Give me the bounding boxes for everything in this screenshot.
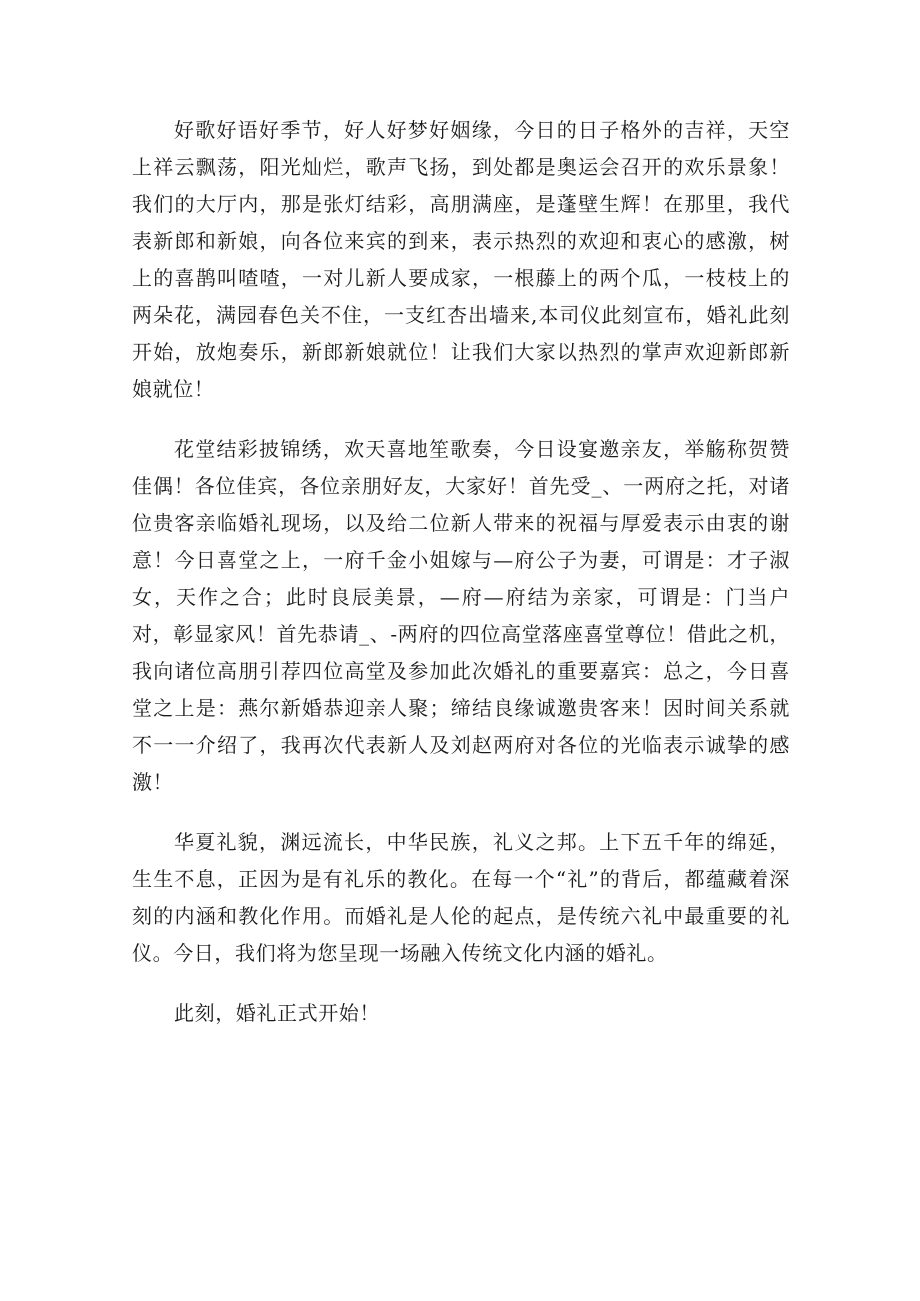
paragraph-start: 此刻，婚礼正式开始！ xyxy=(174,1001,380,1025)
paragraph-tradition: 华夏礼貌，渊远流长，中华民族，礼义之邦。上下五千年的绵延，生生不息，正因为是有礼乐的教化。在每一个“礼”的背后，都蕴藏着深刻的内涵和教化作用。而婚礼是人伦的起点，是传统六礼中最重要的礼仪。今日，我们将为您呈现一场融入传统文化内涵的婚礼。 xyxy=(132,830,790,965)
paragraph-opening: 好歌好语好季节，好人好梦好姻缘，今日的日子格外的吉祥，天空上祥云飘荡，阳光灿烂，歌声飞扬，到处都是奥运会召开的欢乐景象！我们的大厅内，那是张灯结彩，高朋满座，是蓬壁生辉！在那里，我代表新郎和新娘，向各位来宾的到来，表示热烈的欢迎和衷心的感激，树上的喜鹊叫喳喳，一对儿新人要成家，一根藤上的两个瓜，一枝枝上的两朵花，满园春色关不住，一支红杏出墙来,本司仪此刻宣布，婚礼此刻开始，放炮奏乐，新郎新娘就位！让我们大家以热烈的掌声欢迎新郎新娘就位！ xyxy=(132,118,790,401)
paragraph-welcome: 花堂结彩披锦绣，欢天喜地笙歌奏，今日设宴邀亲友，举觞称贺赞佳偶！各位佳宾，各位亲朋好友，大家好！首先受_、一两府之托，对诸位贵客亲临婚礼现场，以及给二位新人带来的祝福与厚爱表示由衷的谢意！今日喜堂之上，一府千金小姐嫁与—府公子为妻，可谓是：才子淑女，天作之合；此时良辰美景，—府—府结为亲家，可谓是：门当户对，彰显家风！首先恭请_、-两府的四位高堂落座喜堂尊位！借此之机，我向诸位高朋引荐四位高堂及参加此次婚礼的重要嘉宾：总之，今日喜堂之上是：燕尔新婚恭迎亲人聚；缔结良缘诚邀贵客来！因时间关系就不一一介绍了，我再次代表新人及刘赵两府对各位的光临表示诚挚的感激！ xyxy=(132,437,790,794)
document-body xyxy=(132,112,790,1032)
